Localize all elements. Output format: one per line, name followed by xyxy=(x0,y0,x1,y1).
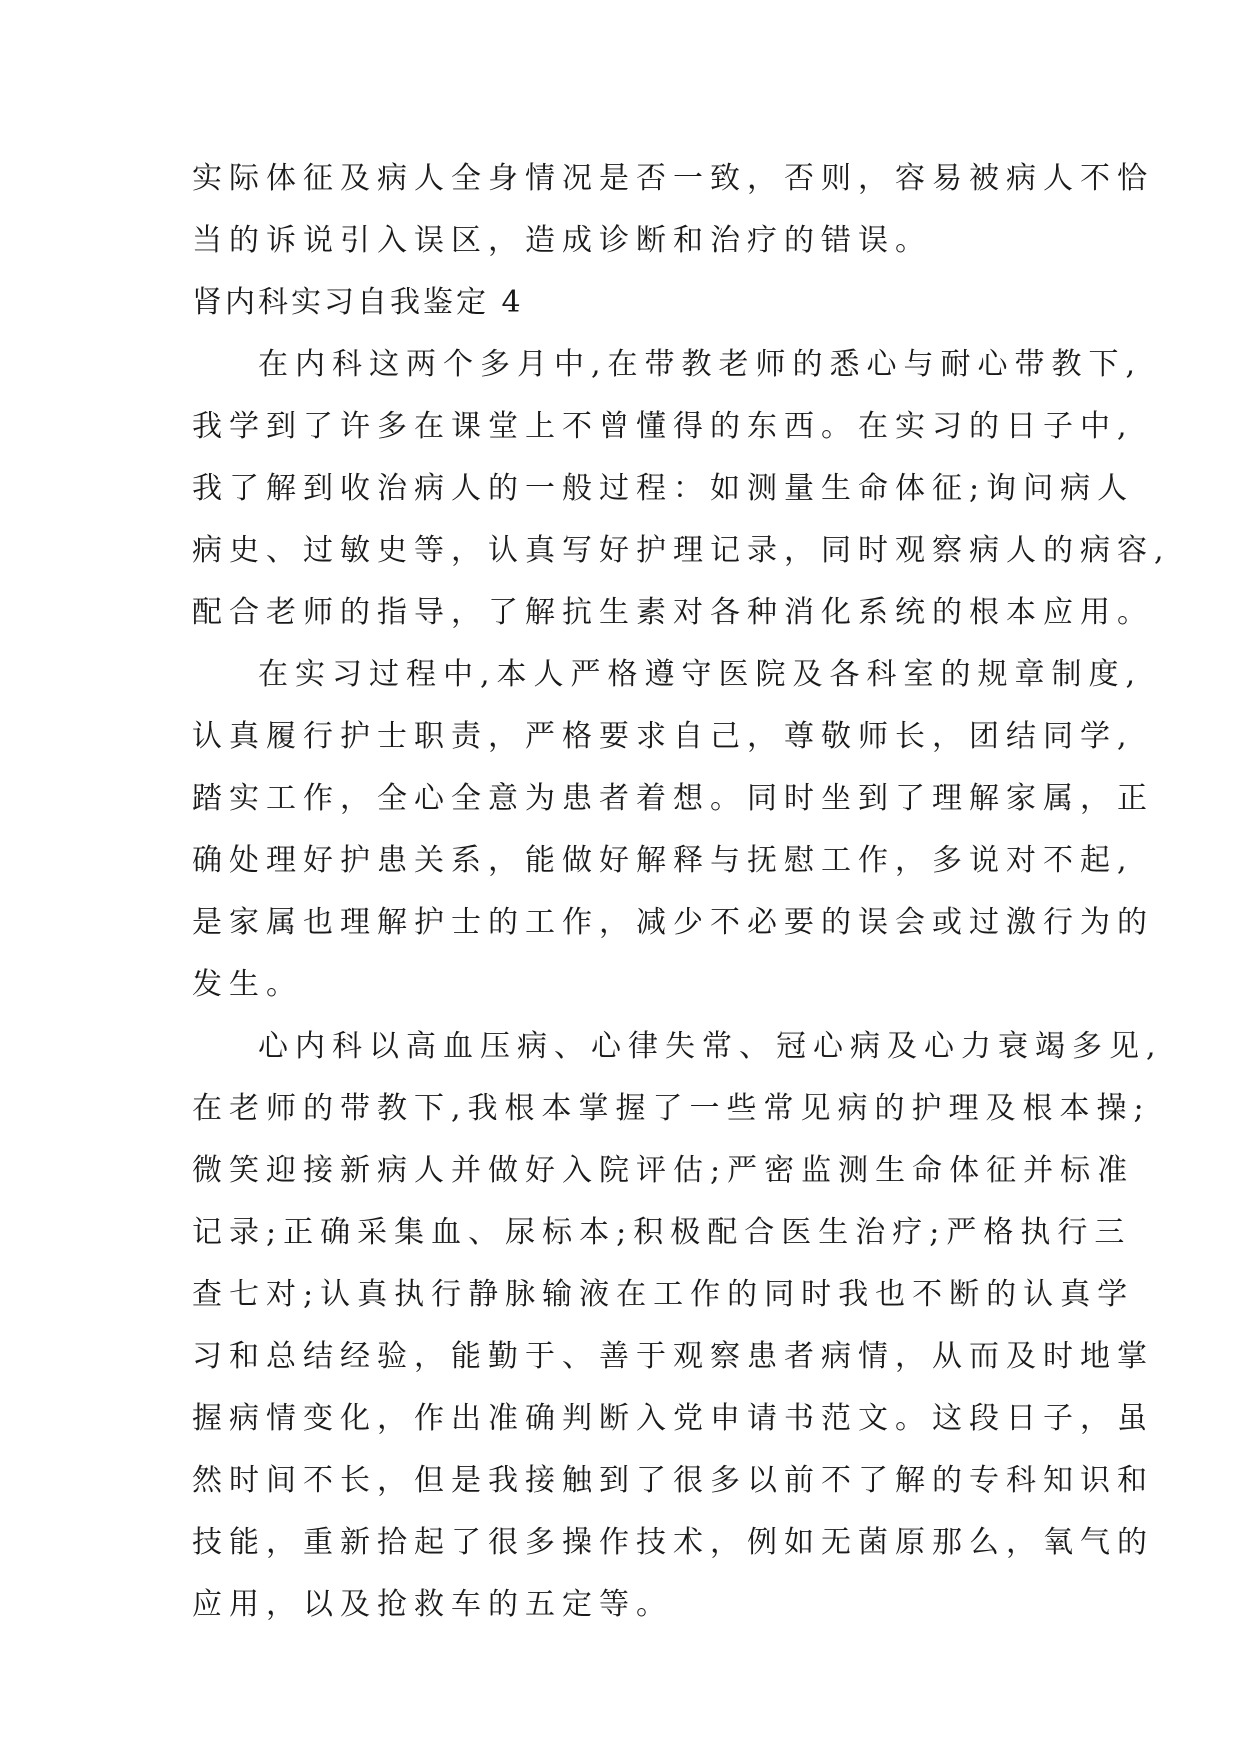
document-page xyxy=(192,148,1171,1636)
text-line: 当的诉说引入误区，造成诊断和治疗的错误。 xyxy=(192,223,932,258)
text-line: 我学到了许多在课堂上不曾懂得的东西。在实习的日子中, xyxy=(192,409,1134,444)
text-line: 认真履行护士职责，严格要求自己，尊敬师长，团结同学, xyxy=(192,719,1134,754)
text-line: 病史、过敏史等，认真写好护理记录，同时观察病人的病容, xyxy=(192,533,1171,568)
paragraph-1 xyxy=(192,334,1171,644)
text-line: 踏实工作，全心全意为患者着想。同时坐到了理解家属，正 xyxy=(192,781,1154,816)
intro-paragraph xyxy=(192,148,1154,272)
text-line: 握病情变化，作出准确判断入党申请书范文。这段日子，虽 xyxy=(192,1401,1154,1436)
text-line: 微笑迎接新病人并做好入院评估;严密监测生命体征并标准 xyxy=(192,1153,1135,1188)
text-line: 实际体征及病人全身情况是否一致，否则，容易被病人不恰 xyxy=(192,161,1154,196)
text-line: 记录;正确采集血、尿标本;积极配合医生治疗;严格执行三 xyxy=(192,1215,1132,1250)
text-line: 发生。 xyxy=(192,967,303,1002)
text-line: 查七对;认真执行静脉输液在工作的同时我也不断的认真学 xyxy=(192,1277,1135,1312)
paragraph-2 xyxy=(192,644,1154,1016)
text-line: 应用，以及抢救车的五定等。 xyxy=(192,1587,673,1622)
text-line: 确处理好护患关系，能做好解释与抚慰工作，多说对不起, xyxy=(192,843,1134,878)
section-heading: 肾内科实习自我鉴定 4 xyxy=(192,285,524,320)
text-line: 技能，重新拾起了很多操作技术，例如无菌原那么，氧气的 xyxy=(192,1525,1154,1560)
text-line: 在内科这两个多月中,在带教老师的悉心与耐心带教下, xyxy=(258,347,1143,382)
text-line: 习和总结经验，能勤于、善于观察患者病情，从而及时地掌 xyxy=(192,1339,1154,1374)
text-line: 在老师的带教下,我根本掌握了一些常见病的护理及根本操; xyxy=(192,1091,1151,1126)
text-line: 配合老师的指导，了解抗生素对各种消化系统的根本应用。 xyxy=(192,595,1154,630)
text-line: 然时间不长，但是我接触到了很多以前不了解的专科知识和 xyxy=(192,1463,1154,1498)
text-line: 心内科以高血压病、心律失常、冠心病及心力衰竭多见, xyxy=(258,1029,1163,1064)
text-line: 是家属也理解护士的工作，减少不必要的误会或过激行为的 xyxy=(192,905,1154,940)
text-line: 我了解到收治病人的一般过程：如测量生命体征;询问病人 xyxy=(192,471,1135,506)
paragraph-3 xyxy=(192,1016,1163,1636)
text-line: 在实习过程中,本人严格遵守医院及各科室的规章制度, xyxy=(258,657,1143,692)
